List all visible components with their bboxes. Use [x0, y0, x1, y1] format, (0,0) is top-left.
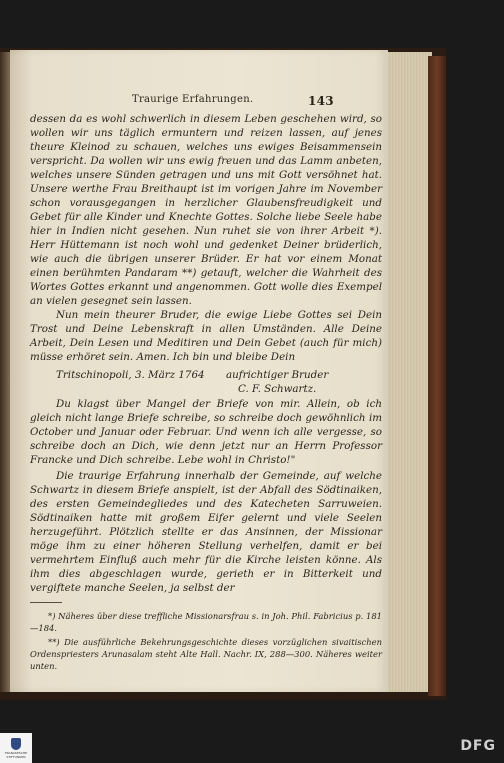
running-title: Traurige Erfahrungen.	[132, 94, 254, 105]
paragraph-4: Die traurige Erfahrung innerhalb der Gemeinde, auf welche Schwartz in diesem Briefe anspielt, ist der Abfall des Södtinaiken, des ersten Gemeindegliedes und des Katecheten Sarruweien. Södtinaiken hatte mit großem Eifer gelernt und viele Seelen herzugeführt. Plötzlich stellte er das Ansinnen, der Missionar möge ihm zu einer höheren Stellung verhelfen, damit er bei vermehrtem Einfluß auch mehr für die Kirche leisten könne. Als ihm dies abgeschlagen wurde, gerieth er in Bitterkeit und vergiftete manche Seelen, ja selbst der	[30, 470, 382, 594]
paragraph-3: Du klagst über Mangel der Briefe von mir. Allein, ob ich gleich nicht lange Briefe schreibe, so schreibe doch gewöhnlich im October und Januar oder Februar. Und wenn ich alle vergesse, so schreibe doch an Dich, wie denn jetzt nur an Herrn Professor Francke und Dich schreibe. Lebe wohl in Christo!"	[30, 398, 382, 466]
paragraph-1: dessen da es wohl schwerlich in diesem Leben geschehen wird, so wollen wir uns täglich ermuntern und reizen lassen, auf jenes theure Kleinod zu schauen, welches uns ewiges Beisammensein verspricht. Da wollen wir uns ewig freuen und das Lamm anbeten, welches unsere Sünden getragen und uns mit Gott versöhnet hat. Unsere werthe Frau Breithaupt ist im vorigen Jahre im November schon vorausgegangen in herzlicher Glaubensfreudigkeit und Gebet für alle Kinder und Knechte Gottes. Solche liebe Seele habe hier in Indien nicht gesehen. Nun ruhet sie von ihrer Arbeit *). Herr Hüttemann ist noch wohl und gedenket Deiner brüderlich, wie auch die übrigen unserer Brüder. Er hat vor einem Monat einen berühmten Pandaram **) getauft, welcher die Wahrheit des Wortes Gottes erkannt und angenommen. Gott wolle dies Exempel an vielen gesegnet sein lassen.	[30, 113, 382, 307]
body-text	[30, 112, 382, 595]
francke-logo[interactable]	[0, 733, 32, 763]
paragraph-2: Nun mein theurer Bruder, die ewige Liebe Gottes sei Dein Trost und Deine Lebenskraft in allen Umständen. Alle Deine Arbeit, Dein Lesen und Meditiren und Dein Gebet (auch für mich) müsse erhöret sein. Amen. Ich bin und bleibe Dein	[30, 309, 382, 363]
dfg-logo[interactable]: DFG	[460, 738, 496, 754]
book-cover-edge	[428, 56, 446, 696]
viewer-footer	[0, 733, 504, 763]
signature-name: C. F. Schwartz.	[238, 383, 317, 395]
crest-icon	[11, 738, 21, 750]
footnote-rule	[30, 602, 62, 603]
signature-closing: aufrichtiger Bruder	[226, 369, 329, 381]
letter-signature	[30, 366, 382, 394]
page-edges	[386, 52, 432, 692]
footnote-2: **) Die ausführliche Bekehrungsgeschichte dieses vorzüglichen sivaitischen Ordenspriesters Arunasalam steht Alte Hall. Nachr. IX, 288—300. Näheres weiter unten.	[30, 637, 382, 671]
francke-logo-caption: FRANCKESCHE STIFTUNGEN	[4, 751, 28, 759]
footnotes	[30, 610, 382, 674]
signature-place-date: Tritschinopoli, 3. März 1764	[56, 369, 205, 381]
page-number: 143	[308, 94, 334, 108]
book-page	[10, 50, 388, 692]
footnote-1: *) Näheres über diese treffliche Missionarsfrau s. in Joh. Phil. Fabricius p. 181—184.	[30, 611, 382, 633]
